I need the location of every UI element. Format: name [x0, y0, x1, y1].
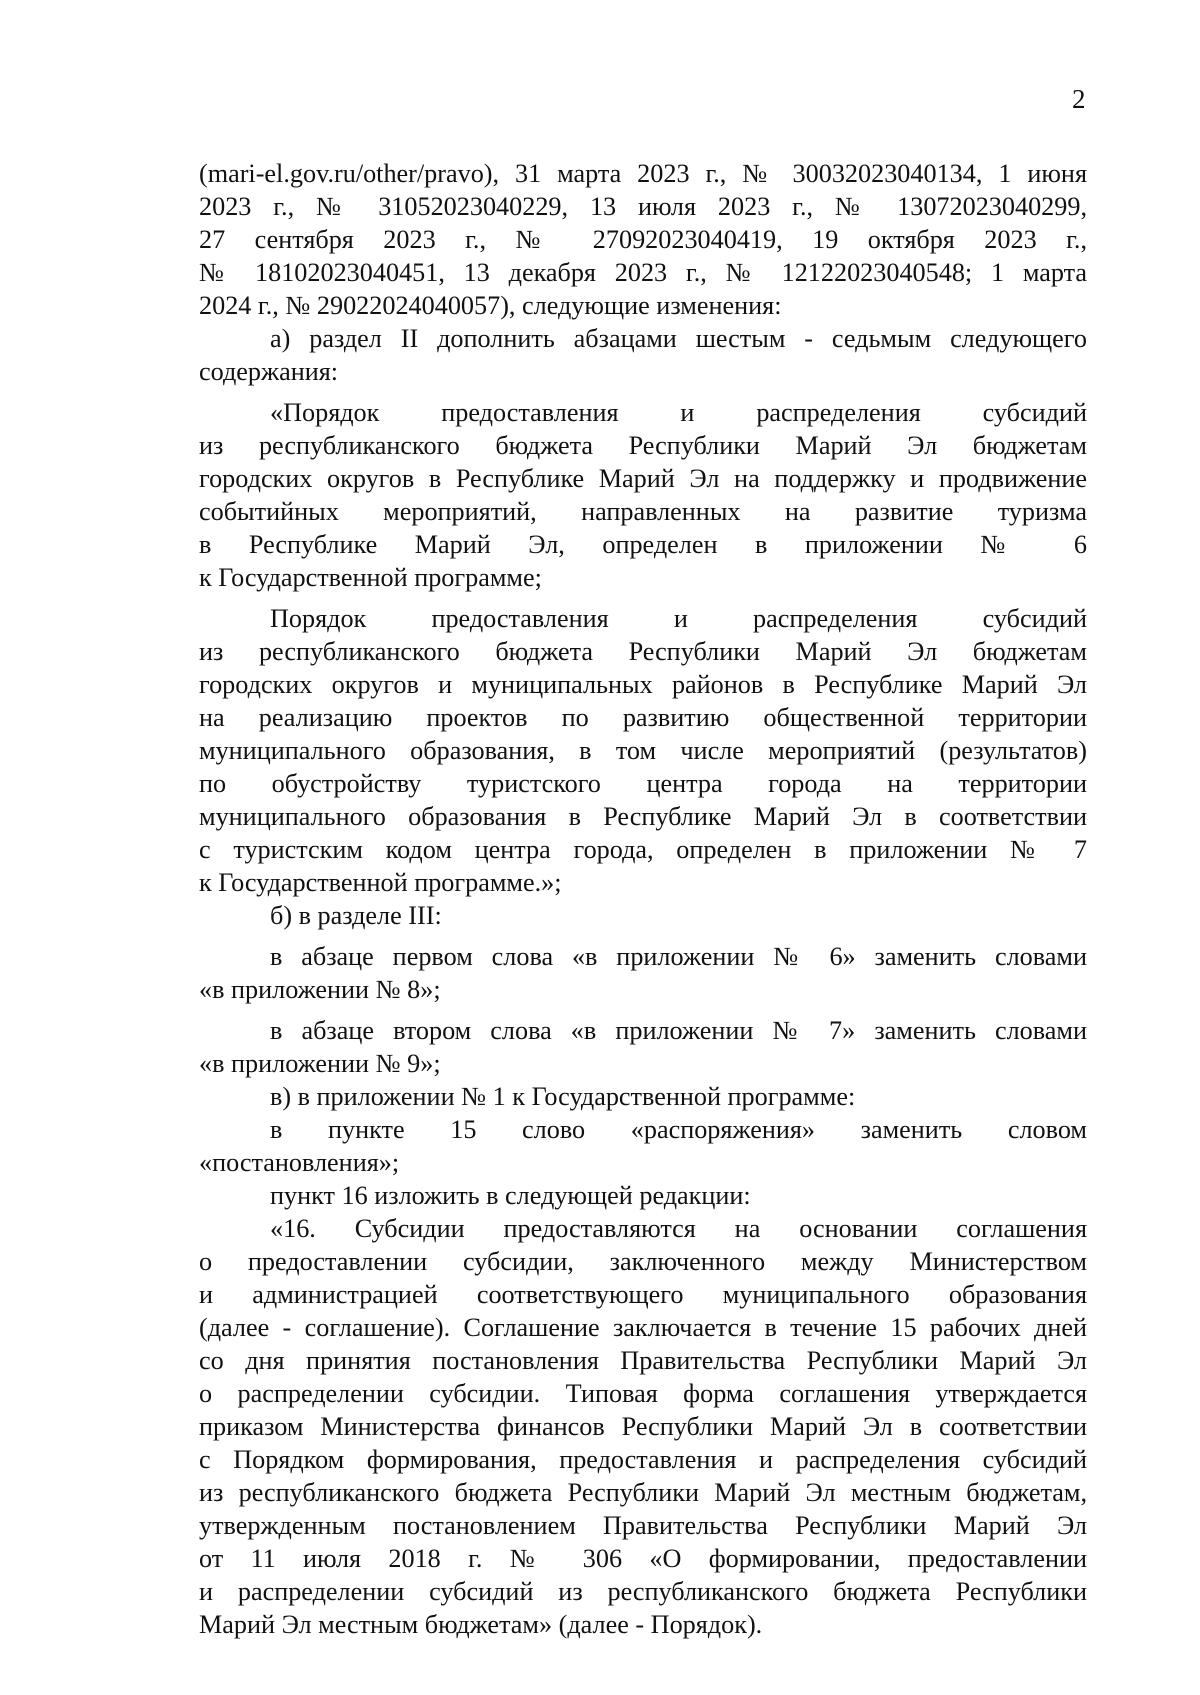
- text-line: в Республике Марий Эл, определен в приложении № 6: [199, 530, 1087, 559]
- text-line: к Государственной программе.»;: [199, 868, 562, 897]
- text-line: из республиканского бюджета Республики Марий Эл бюджетам: [199, 431, 1087, 460]
- text-line: «в приложении № 8»;: [199, 975, 441, 1004]
- text-line: по обустройству туристского центра города на территории: [199, 769, 1087, 798]
- text-line: пункт 16 изложить в следующей редакции:: [270, 1181, 751, 1210]
- text-line: утвержденным постановлением Правительства Республики Марий Эл: [199, 1511, 1087, 1540]
- text-line: б) в разделе III:: [270, 901, 442, 930]
- text-line: со дня принятия постановления Правительства Республики Марий Эл: [199, 1346, 1087, 1375]
- text-line: на реализацию проектов по развитию общественной территории: [199, 703, 1087, 732]
- text-line: в абзаце втором слова «в приложении № 7» заменить словами: [270, 1016, 1087, 1045]
- text-line: городских округов и муниципальных районов в Республике Марий Эл: [199, 670, 1087, 699]
- text-line: событийных мероприятий, направленных на развитие туризма: [199, 497, 1087, 526]
- text-line: из республиканского бюджета Республики Марий Эл бюджетам: [199, 637, 1087, 666]
- text-line: с туристским кодом центра города, определен в приложении № 7: [199, 835, 1087, 864]
- text-line: муниципального образования, в том числе мероприятий (результатов): [199, 736, 1087, 765]
- text-line: от 11 июля 2018 г. № 306 «О формировании, предоставлении: [199, 1544, 1087, 1573]
- text-line: о распределении субсидии. Типовая форма соглашения утверждается: [199, 1379, 1087, 1408]
- text-line: «Порядок предоставления и распределения субсидий: [270, 398, 1087, 427]
- document-body: [199, 157, 1087, 1641]
- text-line: и распределении субсидий из республиканского бюджета Республики: [199, 1577, 1087, 1606]
- text-line: в) в приложении № 1 к Государственной программе:: [270, 1082, 856, 1111]
- text-line: содержания:: [199, 357, 339, 386]
- text-line: городских округов в Республике Марий Эл на поддержку и продвижение: [199, 464, 1087, 493]
- text-line: 2023 г., № 31052023040229, 13 июля 2023 г., № 13072023040299,: [199, 192, 1087, 221]
- text-line: о предоставлении субсидии, заключенного между Министерством: [199, 1247, 1087, 1276]
- text-line: а) раздел II дополнить абзацами шестым - седьмым следующего: [270, 324, 1087, 353]
- text-line: «в приложении № 9»;: [199, 1049, 441, 1078]
- text-line: Порядок предоставления и распределения субсидий: [270, 604, 1087, 633]
- text-line: (далее - соглашение). Соглашение заключается в течение 15 рабочих дней: [199, 1313, 1087, 1342]
- text-line: «постановления»;: [199, 1148, 400, 1177]
- text-line: из республиканского бюджета Республики Марий Эл местным бюджетам,: [199, 1478, 1087, 1507]
- text-line: в пункте 15 слово «распоряжения» заменить словом: [270, 1115, 1087, 1144]
- text-line: в абзаце первом слова «в приложении № 6» заменить словами: [270, 942, 1087, 971]
- text-line: и администрацией соответствующего муниципального образования: [199, 1280, 1087, 1309]
- text-line: «16. Субсидии предоставляются на основании соглашения: [270, 1214, 1087, 1243]
- text-line: к Государственной программе;: [199, 563, 542, 592]
- text-line: (mari-el.gov.ru/other/pravo), 31 марта 2023 г., № 30032023040134, 1 июня: [199, 159, 1087, 188]
- text-line: 27 сентября 2023 г., № 27092023040419, 19 октября 2023 г.,: [199, 225, 1087, 254]
- text-line: № 18102023040451, 13 декабря 2023 г., № 12122023040548; 1 марта: [199, 258, 1087, 287]
- text-line: муниципального образования в Республике Марий Эл в соответствии: [199, 802, 1087, 831]
- page-number: 2: [1072, 84, 1086, 114]
- text-line: 2024 г., № 29022024040057), следующие изменения:: [199, 291, 782, 320]
- text-line: Марий Эл местным бюджетам» (далее - Порядок).: [199, 1610, 763, 1639]
- text-line: приказом Министерства финансов Республики Марий Эл в соответствии: [199, 1412, 1087, 1441]
- text-line: с Порядком формирования, предоставления и распределения субсидий: [199, 1445, 1087, 1474]
